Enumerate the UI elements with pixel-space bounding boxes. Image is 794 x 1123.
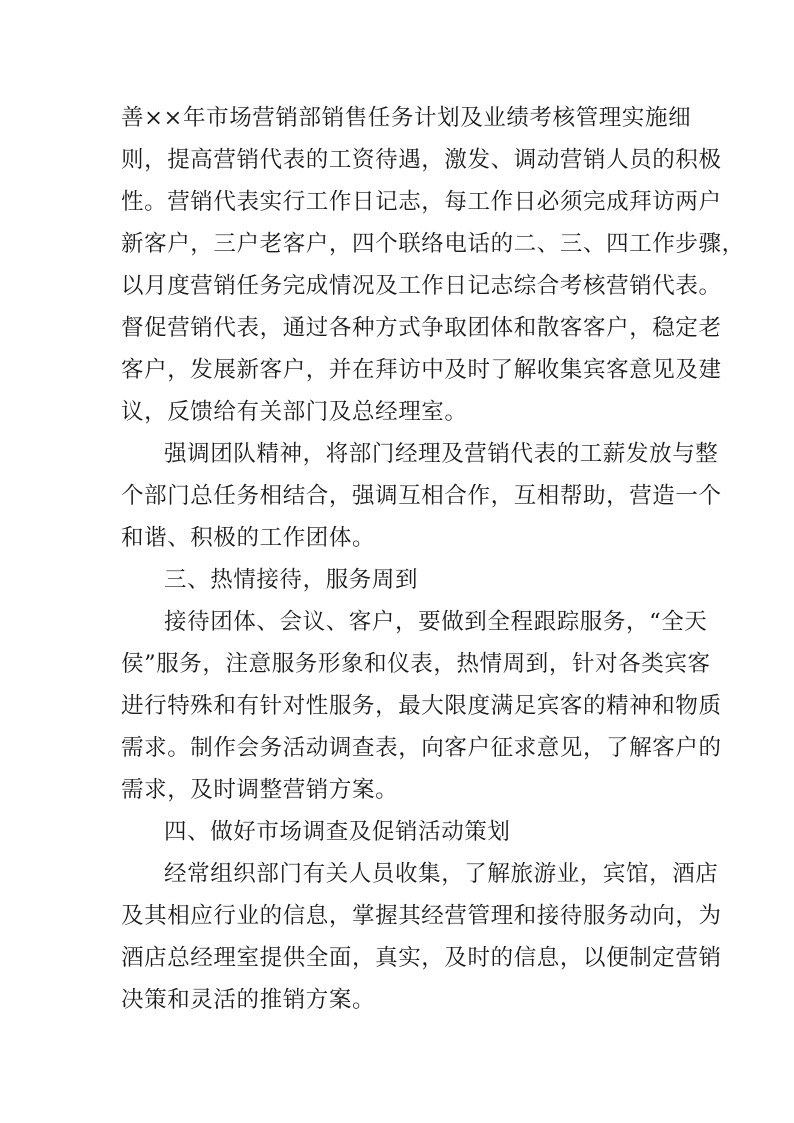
text-line: 及其相应行业的信息，掌握其经营管理和接待服务动向，为 [121,903,722,929]
section-heading: 三、热情接待，服务周到 [164,567,419,593]
text-line: 需求。制作会务活动调查表，向客户征求意见，了解客户的 [121,735,722,761]
text-line: 性。营销代表实行工作日记志，每工作日必须完成拜访两户 [121,189,722,215]
text-line: 和谐、积极的工作团体。 [121,525,376,551]
text-line: 酒店总经理室提供全面，真实，及时的信息，以便制定营销 [121,945,722,971]
section-heading: 四、做好市场调查及促销活动策划 [164,819,511,845]
text-line: 侯”服务，注意服务形象和仪表，热情周到，针对各类宾客 [121,651,711,677]
text-line: 以月度营销任务完成情况及工作日记志综合考核营销代表。 [121,273,722,299]
text-line: 新客户，三户老客户，四个联络电话的二、三、四工作步骤， [121,231,745,257]
text-line: 督促营销代表，通过各种方式争取团体和散客客户，稳定老 [121,315,722,341]
text-line: 则，提高营销代表的工资待遇，激发、调动营销人员的积极 [121,147,722,173]
text-line: 议，反馈给有关部门及总经理室。 [121,399,468,425]
text-line: 进行特殊和有针对性服务，最大限度满足宾客的精神和物质 [121,693,722,719]
text-line: 需求，及时调整营销方案。 [121,777,399,803]
text-line: 个部门总任务相结合，强调互相合作，互相帮助，营造一个 [121,483,722,509]
text-line: 经常组织部门有关人员收集，了解旅游业，宾馆，酒店 [164,861,719,887]
text-line: 强调团队精神，将部门经理及营销代表的工薪发放与整 [164,441,719,467]
text-line: 客户，发展新客户，并在拜访中及时了解收集宾客意见及建 [121,357,722,383]
text-line: 善××年市场营销部销售任务计划及业绩考核管理实施细 [121,105,692,131]
text-line: 决策和灵活的推销方案。 [121,987,376,1013]
text-line: 接待团体、会议、客户，要做到全程跟踪服务，“全天 [164,609,708,635]
